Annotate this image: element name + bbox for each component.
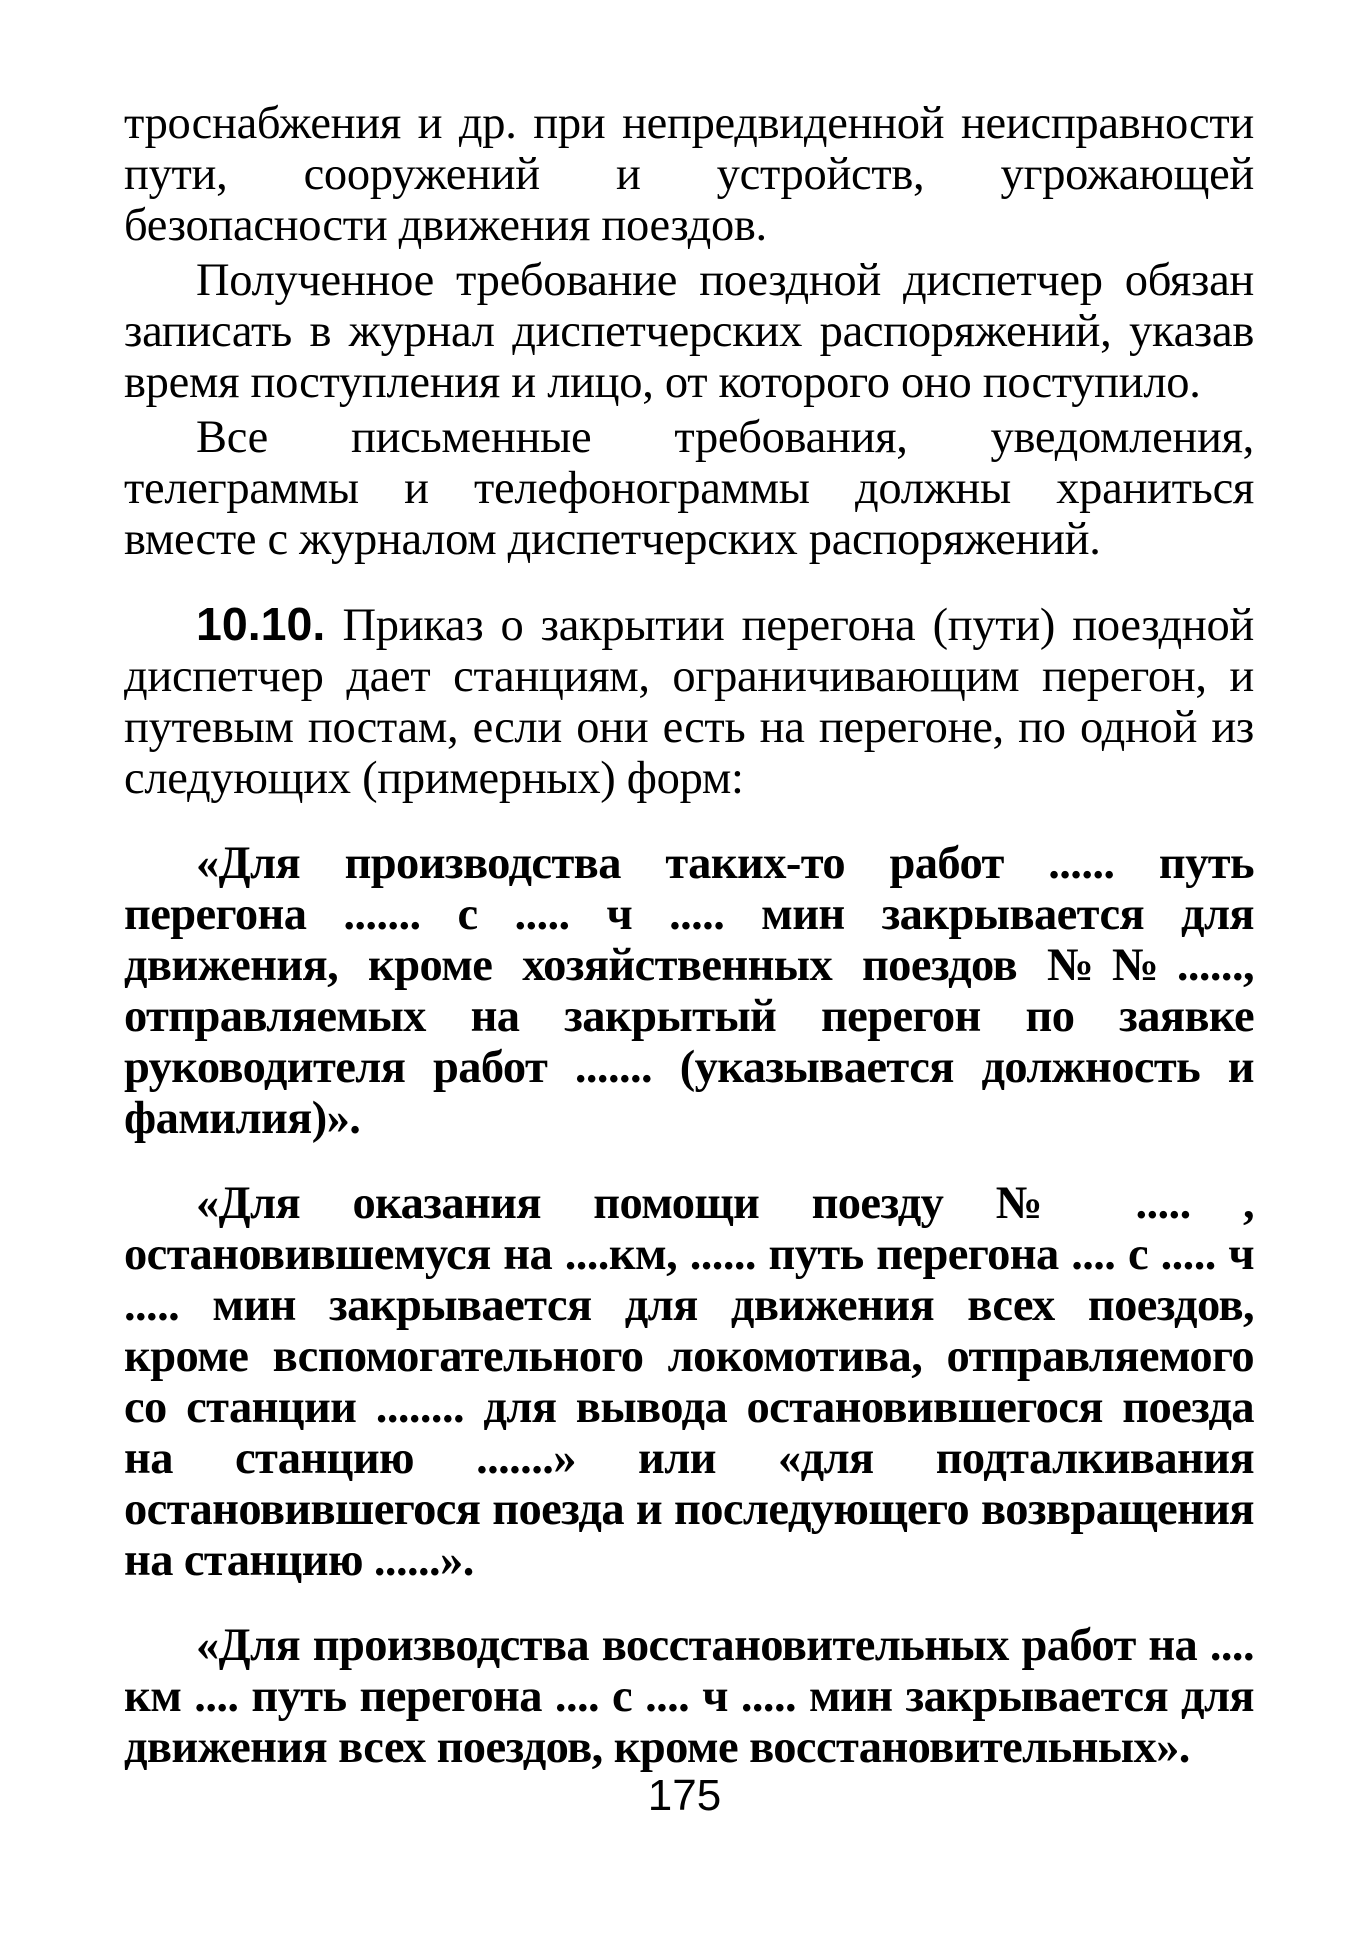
order-form-assistance: «Для оказания помощи поезду № ..... , остановившемуся на ....км, ...... путь перегона .... с ..... ч ..... мин закрывается для движения всех поездов, кроме вспомогательного локомотива, отправляемого со станции ........ для вывода остановившегося поезда на станцию .......» или «для подталкивания остановившегося поезда и последующего возвращения на станцию ......». (124, 1178, 1254, 1586)
section-number: 10.10. (196, 598, 326, 650)
paragraph-document-storage: Все письменные требования, уведомления, телеграммы и телефонограммы должны храниться вместе с журналом диспетчерских распоряжений. (124, 412, 1254, 565)
order-form-restoration: «Для производства восстановительных работ на .... км .... путь перегона .... с .... ч ..... мин закрывается для движения всех поездов, кроме восстановительных». (124, 1620, 1254, 1773)
page-number: 175 (647, 1771, 722, 1820)
order-form-works: «Для производства таких-то работ ...... путь перегона ....... с ..... ч ..... мин закрывается для движения, кроме хозяйственных поездов №№......, отправляемых на закрытый перегон по заявке руководителя работ ....... (указывается должность и фамилия)». (124, 838, 1254, 1144)
paragraph-section-10-10 (124, 599, 1254, 804)
paragraph-continuation: троснабжения и др. при непредвиденной неисправности пути, сооружений и устройств, угрожающей безопасности движения поездов. (124, 98, 1254, 251)
page-body (124, 98, 1254, 1773)
section-text: Приказ о закрытии перегона (пути) поездной диспетчер дает станциям, ограничивающим перегон, и путевым постам, если они есть на перегоне, по одной из следующих (примерных) форм: (124, 600, 1254, 804)
paragraph-requirement-record: Полученное требование поездной диспетчер обязан записать в журнал диспетчерских распоряжений, указав время поступления и лицо, от которого оно поступило. (124, 255, 1254, 408)
